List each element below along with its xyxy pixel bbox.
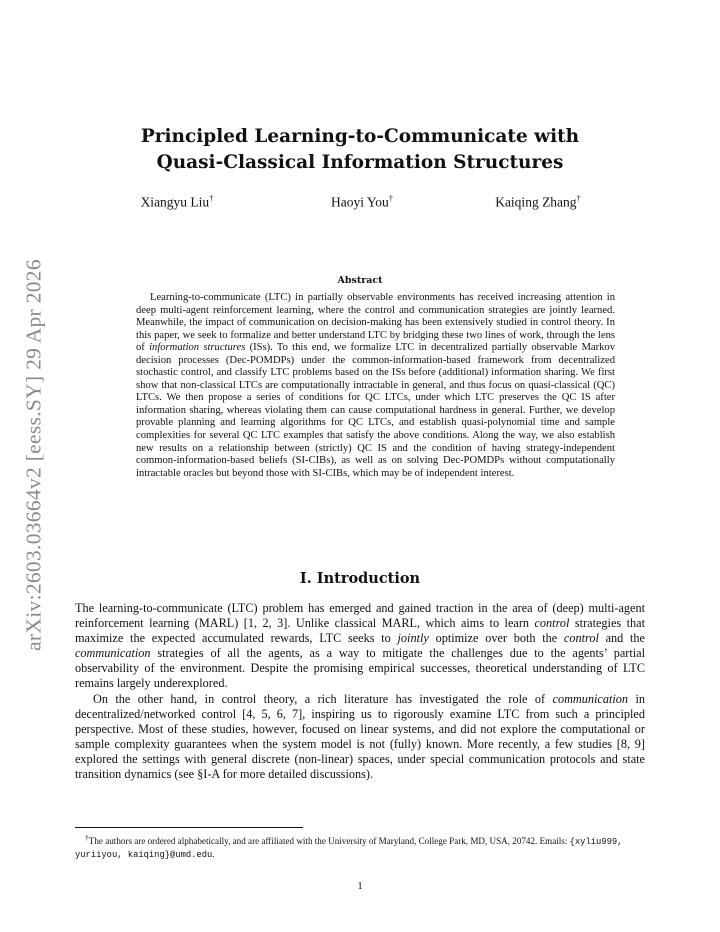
intro-paragraph-2: On the other hand, in control theory, a rich literature has investigated the role of communication in decentralized/networked control [4, 5, 6, 7], inspiring us to rigorously examine LTC from such a principled perspective. Most of these studies, however, focused on linear systems, and did not explore the computational or sample complexity guarantees when the system model is not (fully) known. More recently, a few studies [8, 9] explored the settings with general discrete (non-linear) spaces, under special communication protocols and state transition dynamics (see §I-A for more detailed discussions). <box>75 691 645 782</box>
author-list <box>0 193 720 213</box>
paper-title <box>0 124 720 176</box>
footnote-emails: {xyliu999, yuriiyou, kaiqing}@umd.edu <box>75 837 623 861</box>
footnote-text: †The authors are ordered alphabetically, and are affiliated with the University of Maryland, College Park, MD, USA, 20742. Emails: {xyliu999, yuriiyou, kaiqing}@umd.edu. <box>75 833 623 861</box>
abstract-paragraph: Learning-to-communicate (LTC) in partially observable environments has received increasing attention in deep multi-agent reinforcement learning, where the control and communication strategies are jointly learned. Meanwhile, the impact of communication on decision-making has been extensively studied in control theory. In this paper, we seek to formalize and better understand LTC by bridging these two lines of work, through the lens of information structures (ISs). To this end, we formalize LTC in decentralized partially observable Markov decision processes (Dec-POMDPs) under the common-information-based framework from decentralized stochastic control, and classify LTC problems based on the ISs before (additional) information sharing. We first show that non-classical LTCs are computationally intractable in general, and thus focus on quasi-classical (QC) LTCs. We then propose a series of conditions for QC LTCs, under which LTC preserves the QC IS after information sharing, whereas violating them can cause computational hardness in general. Further, we develop provable planning and learning algorithms for QC LTCs, and establish quasi-polynomial time and sample complexities for several QC LTC examples that satisfy the above conditions. Along the way, we also establish new results on a relationship between (strictly) QC IS and the condition of having strategy-independent common-information-based beliefs (SI-CIBs), as well as on solving Dec-POMDPs without computationally intractable oracles but beyond those with SI-CIBs, which may be of independent interest. <box>136 292 615 479</box>
page-number: 1 <box>357 880 363 892</box>
title-line-2: Quasi-Classical Information Structures <box>156 152 564 173</box>
abstract-heading: Abstract <box>337 275 383 286</box>
introduction-body <box>75 601 645 782</box>
arxiv-identifier-stamp <box>20 250 48 660</box>
footnote <box>75 832 645 862</box>
title-line-1: Principled Learning-to-Communicate with <box>140 126 580 147</box>
arxiv-identifier-text: arXiv:2603.03664v2 [eess.SY] 29 Apr 2026 <box>21 259 46 651</box>
author-2: Haoyi You† <box>330 193 394 210</box>
section-heading-introduction: I. Introduction <box>299 570 421 587</box>
footnote-divider <box>75 827 303 828</box>
intro-paragraph-1: The learning-to-communicate (LTC) problem has emerged and gained traction in the area of (deep) multi-agent reinforcement learning (MARL) [1, 2, 3]. Unlike classical MARL, which aims to learn control strategies that maximize the expected accumulated rewards, LTC seeks to jointly optimize over both the control and the communication strategies of all the agents, as a way to mitigate the challenges due to the agents’ partial observability of the environment. Despite the promising empirical successes, theoretical understanding of LTC remains largely underexplored. <box>75 601 645 691</box>
abstract-body <box>136 292 615 480</box>
author-1: Xiangyu Liu† <box>140 193 214 210</box>
author-3: Kaiqing Zhang† <box>495 193 581 210</box>
